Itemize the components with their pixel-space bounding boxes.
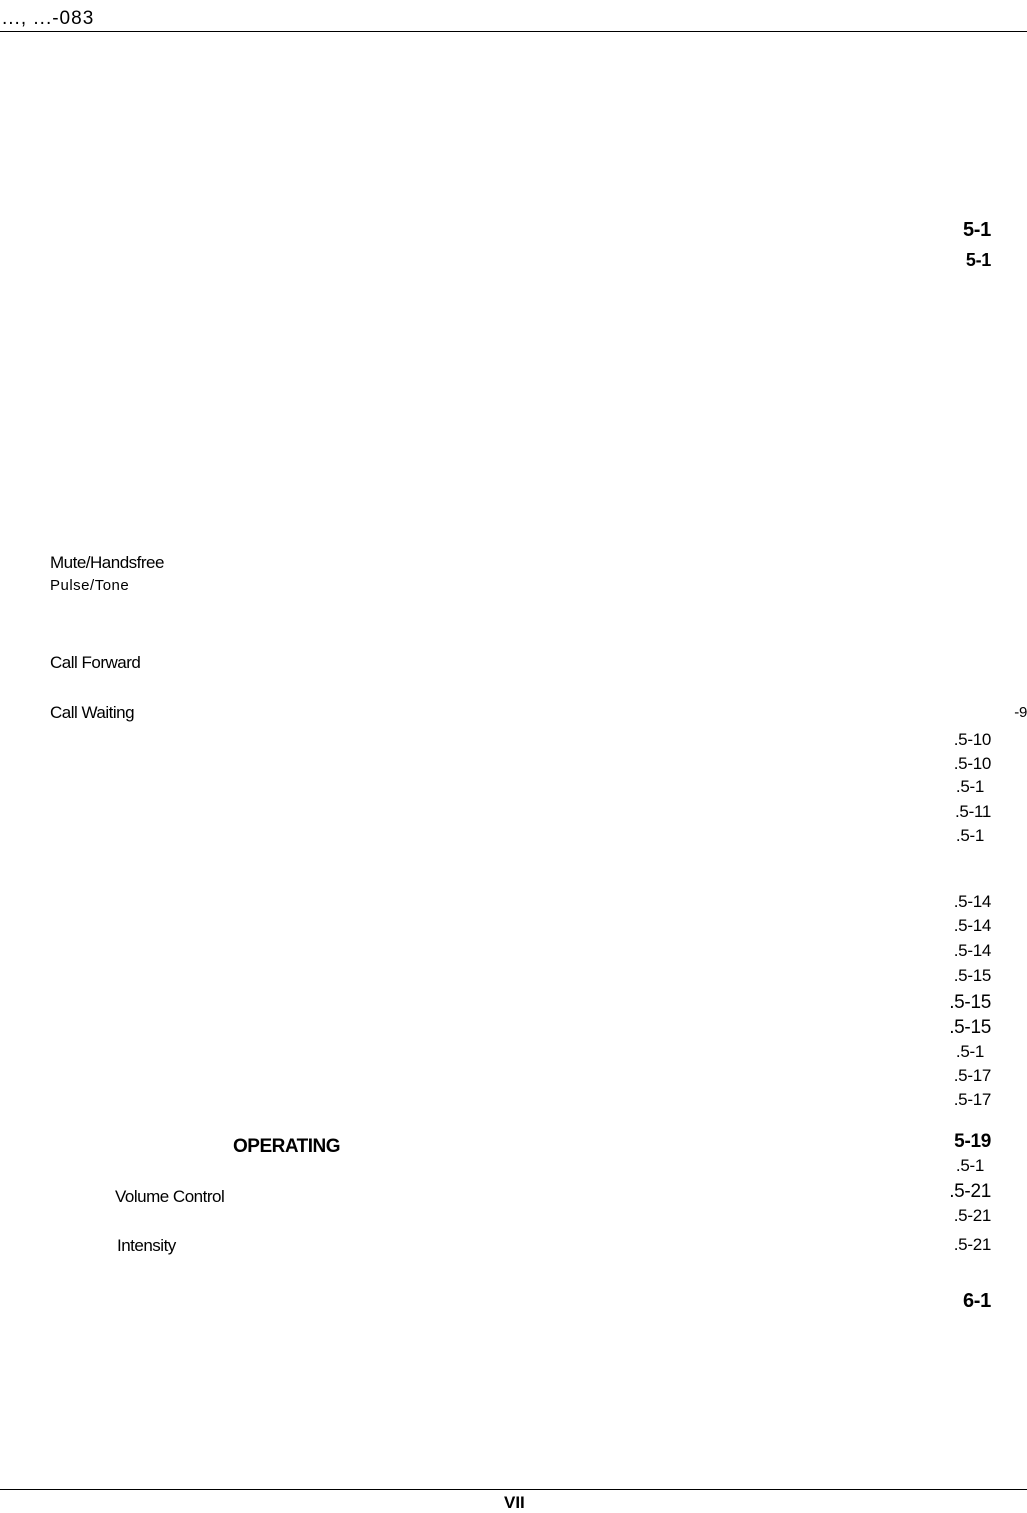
page-number: 6-1: [962, 1290, 991, 1312]
page-number: .5-21: [953, 1206, 991, 1225]
page-number: -9: [1014, 704, 1027, 721]
toc-entry-intensity: Intensity: [117, 1236, 176, 1255]
document-id: ..., ...-083: [2, 8, 95, 29]
toc-entry-call-waiting: Call Waiting: [50, 703, 135, 722]
page-number: .5-15: [949, 1017, 991, 1038]
header-rule: [0, 31, 1027, 32]
page-number: .5-1: [955, 777, 984, 796]
toc-entry-mute-handsfree: Mute/Handsfree: [50, 553, 164, 572]
page-number: .5-21: [949, 1181, 991, 1202]
page-number: .5-10: [953, 730, 991, 749]
page-number: .5-10: [953, 754, 991, 773]
toc-heading-operating: OPERATING: [233, 1136, 341, 1157]
page-number: 5-1: [965, 250, 991, 270]
page-number: .5-21: [953, 1235, 991, 1254]
page-number: .5-1: [955, 826, 984, 845]
page-number: .5-15: [949, 992, 991, 1013]
page-number: .5-14: [953, 941, 991, 960]
toc-entry-volume-control: Volume Control: [115, 1187, 225, 1206]
page-number: .5-17: [953, 1066, 991, 1085]
toc-entry-pulse-tone: Pulse/Tone: [50, 577, 130, 594]
page-number: 5-1: [962, 219, 991, 241]
page-number: .5-1: [955, 1042, 984, 1061]
page-number: .5-14: [953, 892, 991, 911]
page-number: .5-15: [953, 966, 991, 985]
page-number: 5-19: [954, 1131, 991, 1152]
page-number: .5-11: [955, 802, 991, 821]
page-number: .5-1: [955, 1156, 984, 1175]
footer-page-number: VII: [504, 1493, 525, 1512]
page-number: .5-14: [953, 916, 991, 935]
footer-rule: [0, 1489, 1027, 1490]
toc-entry-call-forward: Call Forward: [50, 653, 141, 672]
page-number: .5-17: [953, 1090, 991, 1109]
